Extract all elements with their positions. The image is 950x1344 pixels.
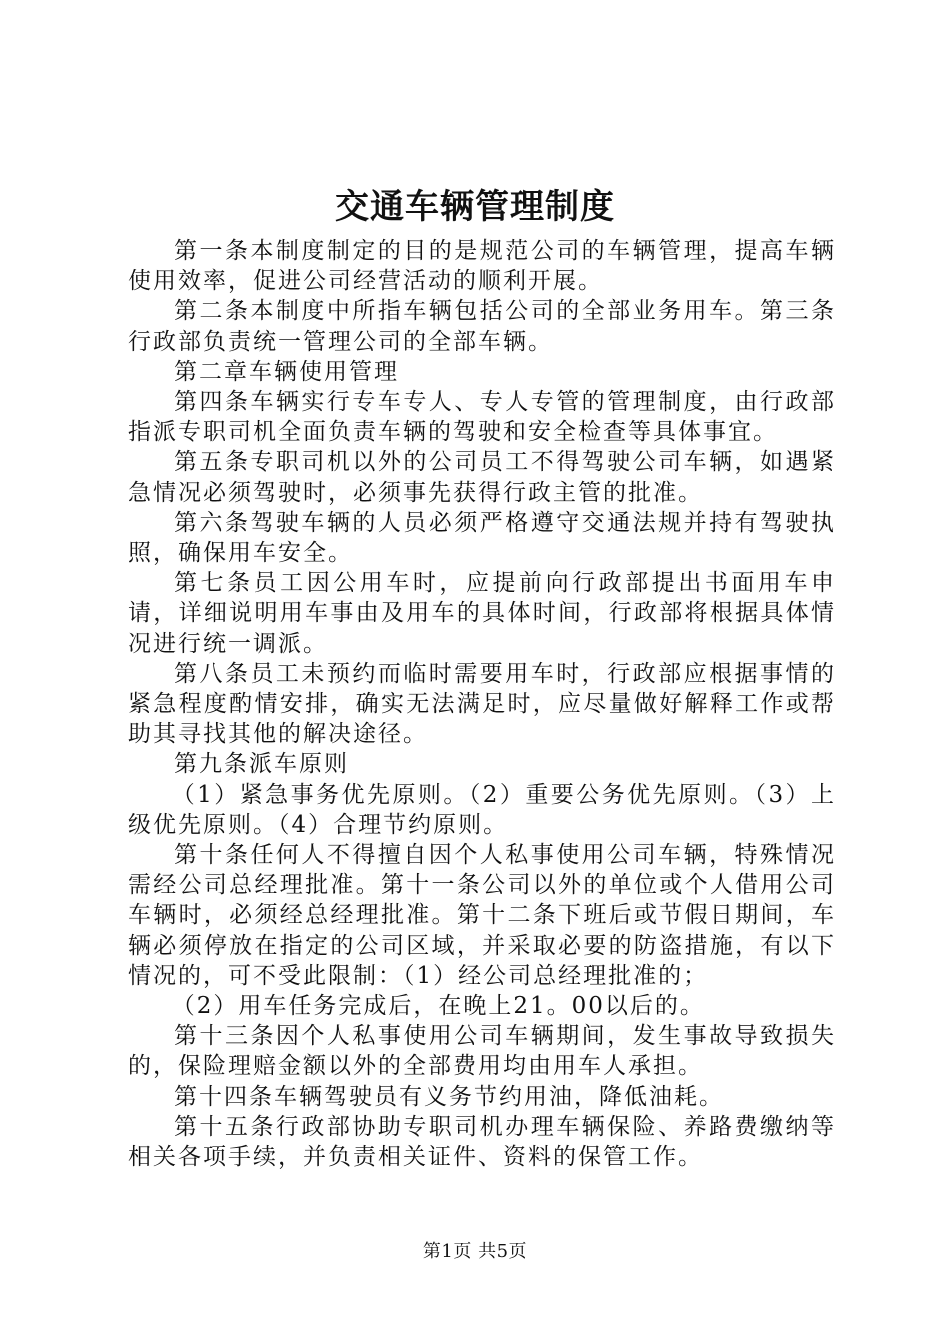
chapter-heading: 第二章车辆使用管理: [174, 358, 399, 385]
paragraph-article-10-12: 第十条任何人不得擅自因个人私事使用公司车辆，特殊情况需经公司总经理批准。第十一条公司以外的单位或个人借用公司车辆时，必须经总经理批准。第十二条下班后或节假日期间，车辆必须停放在指定的公司区域，并采取必要的防盗措施，有以下情况的，可不受此限制：（1）经公司总经理批准的；: [128, 842, 836, 989]
paragraph-article-7: 第七条员工因公用车时，应提前向行政部提出书面用车申请，详细说明用车事由及用车的具体时间，行政部将根据具体情况进行统一调派。: [128, 570, 836, 657]
paragraph-exception-2: （2）用车任务完成后，在晚上21。00以后的。: [171, 993, 705, 1020]
paragraph-article-15: 第十五条行政部协助专职司机办理车辆保险、养路费缴纳等相关各项手续，并负责相关证件、资料的保管工作。: [128, 1113, 836, 1171]
paragraph-article-5: 第五条专职司机以外的公司员工不得驾驶公司车辆，如遇紧急情况必须驾驶时，必须事先获得行政主管的批准。: [128, 449, 836, 506]
document-body: [128, 236, 836, 1172]
paragraph-article-9: 第九条派车原则: [174, 751, 349, 778]
paragraph-article-2-3: 第二条本制度中所指车辆包括公司的全部业务用车。第三条行政部负责统一管理公司的全部车辆。: [128, 298, 836, 355]
paragraph-article-8: 第八条员工未预约而临时需要用车时，行政部应根据事情的紧急程度酌情安排，确实无法满足时，应尽量做好解释工作或帮助其寻找其他的解决途径。: [128, 660, 836, 748]
paragraph-article-4: 第四条车辆实行专车专人、专人专管的管理制度，由行政部指派专职司机全面负责车辆的驾驶和安全检查等具体事宜。: [128, 389, 836, 446]
document-title: 交通车辆管理制度: [335, 187, 615, 227]
paragraph-dispatch-principles: （1）紧急事务优先原则。（2）重要公务优先原则。（3）上级优先原则。（4）合理节约原则。: [128, 781, 836, 838]
page-footer: 第1页 共5页: [422, 1241, 528, 1262]
paragraph-article-1: 第一条本制度制定的目的是规范公司的车辆管理，提高车辆使用效率，促进公司经营活动的顺利开展。: [128, 238, 836, 295]
paragraph-article-14: 第十四条车辆驾驶员有义务节约用油，降低油耗。: [174, 1083, 724, 1110]
paragraph-article-13: 第十三条因个人私事使用公司车辆期间，发生事故导致损失的，保险理赔金额以外的全部费用均由用车人承担。: [128, 1023, 836, 1080]
paragraph-article-6: 第六条驾驶车辆的人员必须严格遵守交通法规并持有驾驶执照，确保用车安全。: [128, 509, 836, 567]
